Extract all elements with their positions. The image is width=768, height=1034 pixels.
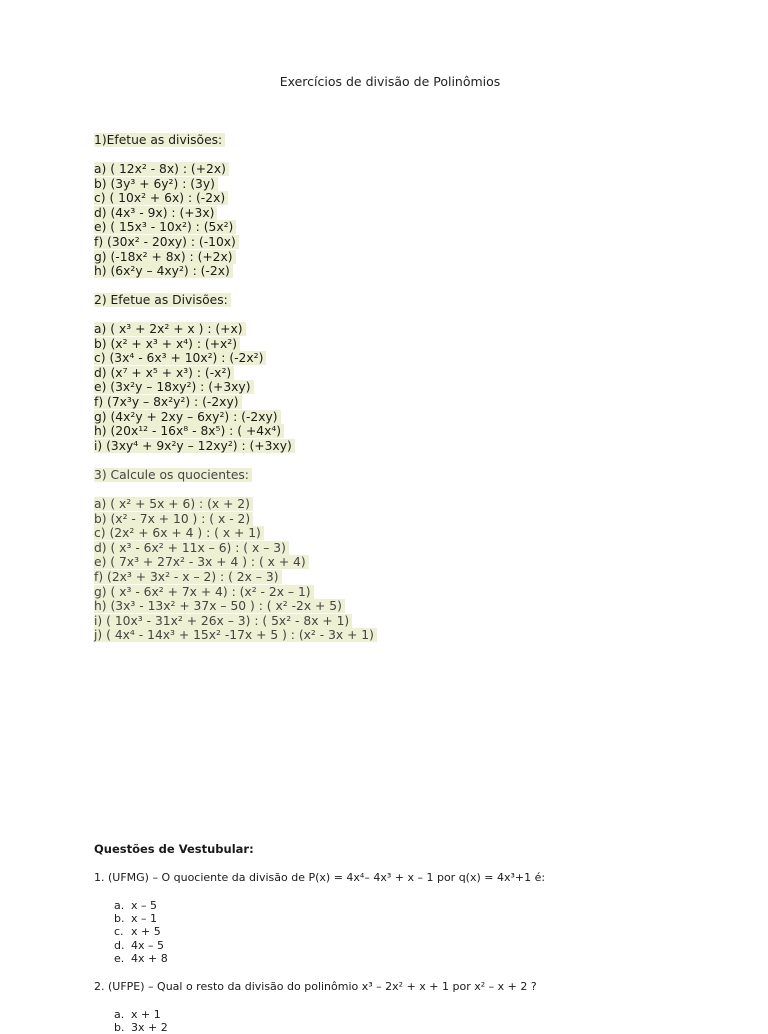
exercise-item: d) ( x³ - 6x² + 11x – 6) : ( x – 3) — [94, 541, 377, 556]
exercise-item: d) (x⁷ + x⁵ + x³) : (-x²) — [94, 366, 295, 381]
section-2-heading: 2) Efetue as Divisões: — [94, 293, 295, 308]
section-2 — [94, 293, 295, 453]
option-item: d. 4x – 5 — [114, 938, 164, 952]
document-title: Exercícios de divisão de Polinômios — [279, 74, 501, 89]
exercise-item: a) ( x³ + 2x² + x ) : (+x) — [94, 322, 295, 337]
exercise-item: i) ( 10x³ - 31x² + 26x – 3) : ( 5x² - 8x + 1) — [94, 614, 377, 629]
exercise-item: f) (2x³ + 3x² - x – 2) : ( 2x – 3) — [94, 570, 377, 585]
section-3 — [94, 468, 377, 643]
exercise-item: a) ( x² + 5x + 6) : (x + 2) — [94, 497, 377, 512]
exercise-item: d) (4x³ - 9x) : (+3x) — [94, 206, 239, 221]
exercise-item: g) (-18x² + 8x) : (+2x) — [94, 250, 239, 265]
exercise-item: b) (x² - 7x + 10 ) : ( x - 2) — [94, 512, 377, 527]
exercise-item: h) (20x¹² - 16x⁸ - 8x⁵) : ( +4x⁴) — [94, 424, 295, 439]
option-item: e. 4x + 8 — [114, 951, 168, 965]
question-1-text: 1. (UFMG) – O quociente da divisão de P(x) = 4x⁴– 4x³ + x – 1 por q(x) = 4x³+1 é: — [94, 871, 546, 884]
exercise-item: c) (2x² + 6x + 4 ) : ( x + 1) — [94, 526, 377, 541]
option-item: b. x – 1 — [114, 912, 158, 926]
option-item: a. x – 5 — [114, 899, 158, 912]
exercise-item: b) (x² + x³ + x⁴) : (+x²) — [94, 337, 295, 352]
exercise-item: i) (3xy⁴ + 9x²y – 12xy²) : (+3xy) — [94, 439, 295, 454]
section-3-heading: 3) Calcule os quocientes: — [94, 468, 377, 483]
exercise-item: h) (3x³ - 13x² + 37x – 50 ) : ( x² -2x + 5) — [94, 599, 377, 614]
exercise-item: c) ( 10x² + 6x) : (-2x) — [94, 191, 239, 206]
option-item: c. x + 5 — [114, 925, 161, 939]
vestibular-heading: Questões de Vestubular: — [94, 842, 254, 856]
exercise-item: f) (30x² - 20xy) : (-10x) — [94, 235, 239, 250]
exercise-item: e) (3x²y – 18xy²) : (+3xy) — [94, 380, 295, 395]
section-1-heading: 1)Efetue as divisões: — [94, 133, 239, 148]
option-item: b. 3x + 2 — [114, 1021, 168, 1034]
question-2-options — [114, 1008, 168, 1034]
section-1 — [94, 133, 239, 279]
exercise-item: b) (3y³ + 6y²) : (3y) — [94, 177, 239, 192]
exercise-item: j) ( 4x⁴ - 14x³ + 15x² -17x + 5 ) : (x² - 3x + 1) — [94, 628, 377, 643]
exercise-item: e) ( 7x³ + 27x² - 3x + 4 ) : ( x + 4) — [94, 555, 377, 570]
exercise-item: a) ( 12x² - 8x) : (+2x) — [94, 162, 239, 177]
exercise-item: e) ( 15x³ - 10x²) : (5x²) — [94, 220, 239, 235]
option-item: a. x + 1 — [114, 1008, 161, 1021]
exercise-item: g) ( x³ - 6x² + 7x + 4) : (x² - 2x – 1) — [94, 585, 377, 600]
question-1-options — [114, 899, 168, 965]
exercise-item: f) (7x³y – 8x²y²) : (-2xy) — [94, 395, 295, 410]
exercise-item: h) (6x²y – 4xy²) : (-2x) — [94, 264, 239, 279]
exercise-item: c) (3x⁴ - 6x³ + 10x²) : (-2x²) — [94, 351, 295, 366]
question-2-text: 2. (UFPE) – Qual o resto da divisão do polinômio x³ – 2x² + x + 1 por x² – x + 2 ? — [94, 980, 537, 993]
exercise-item: g) (4x²y + 2xy – 6xy²) : (-2xy) — [94, 410, 295, 425]
